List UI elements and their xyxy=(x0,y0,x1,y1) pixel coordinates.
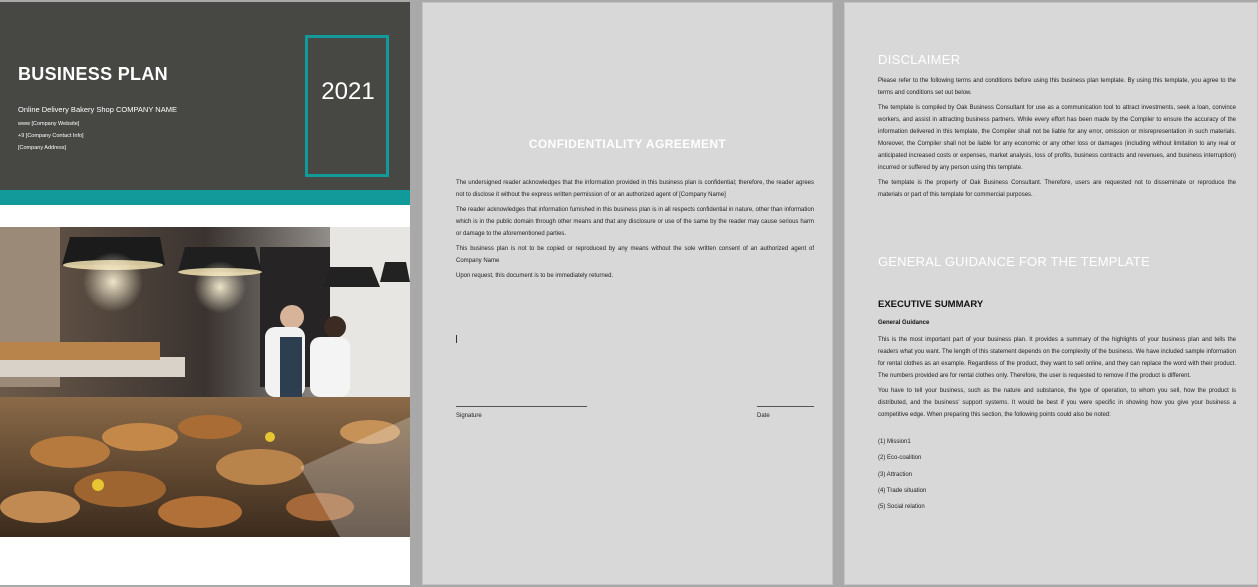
year-frame xyxy=(305,35,389,177)
disclaimer-paragraph: The template is compiled by Oak Business Consultant for use as a communication tool to attract investments, seek a loan, convince workers, and assist in attracting business partners. While every effort has been made by the Compiler to ensure the accuracy of the information delivered in this template, the Compiler shall not be liable for any error, omission or misrepresentation in such materials. Moreover, the Compiler shall not be liable for any economic or any other loss or damages (including without limitation to any real or anticipated increased costs or expenses, market analysis, loss of profits, business contracts and revenues, and business interruption) incurred or suffered by any person using this template. xyxy=(878,105,1236,171)
general-guidance-heading: General Guidance xyxy=(878,320,930,326)
points-list xyxy=(878,439,926,520)
list-item: (2) Eco-coalition xyxy=(878,455,922,462)
disclaimer-page xyxy=(844,2,1258,585)
guidance-title: GENERAL GUIDANCE FOR THE TEMPLATE xyxy=(878,254,1150,269)
list-item: (4) Trade situation xyxy=(878,487,927,494)
executive-summary-paragraph: This is the most important part of your business plan. It provides a summary of the highlights of your business plan and tells the readers what you want. The length of this statement depends on the complexity of the business. We have included sample information for rental clothes as an example. Regardless of the product, they want to sell online, and they can replace the word with their product. The numbers provided are for rental clothes only. Therefore, the user is requested to remove if the product is different. xyxy=(878,337,1236,379)
list-item: (5) Social relation xyxy=(878,504,925,511)
confidentiality-page xyxy=(422,2,833,585)
disclaimer-body xyxy=(878,75,1236,204)
signature-label: Signature xyxy=(456,413,482,419)
company-contact: +9 [Company Contact Info] xyxy=(18,133,84,139)
confidentiality-title: CONFIDENTIALITY AGREEMENT xyxy=(528,137,727,151)
disclaimer-paragraph: Please refer to the following terms and conditions before using this business plan template. By using this template, you agree to the terms and conditions set out below. xyxy=(878,78,1236,96)
text-cursor[interactable] xyxy=(456,335,457,343)
executive-summary-body xyxy=(878,334,1236,424)
confidentiality-paragraph: The reader acknowledges that information furnished in this business plan is in all respects confidential in nature, other than information which is in the public domain through other means and that any disclosure or use of the same by the reader may cause serious harm or damage to the aforementioned parties. xyxy=(456,207,814,237)
company-name: Online Delivery Bakery Shop COMPANY NAME xyxy=(18,105,177,114)
confidentiality-body xyxy=(456,177,814,285)
cover-page xyxy=(0,2,410,585)
confidentiality-paragraph: This business plan is not to be copied or reproduced by any means without the sole written consent of an authorized agent of Company Name xyxy=(456,246,814,264)
company-website: www [Company Website] xyxy=(18,121,80,127)
date-label: Date xyxy=(757,413,770,419)
cover-title: BUSINESS PLAN xyxy=(18,64,168,84)
disclaimer-paragraph: The template is the property of Oak Business Consultant. Therefore, users are requested not to disseminate or reproduce the materials or part of this template for commercial purposes. xyxy=(878,180,1236,198)
disclaimer-title: DISCLAIMER xyxy=(878,52,961,67)
executive-summary-paragraph: You have to tell your business, such as the nature and substance, the type of operation, to whom you sell, how the product is distributed, and the business' support systems. It would be best if you were specific in showing how you give your business a competitive edge. When preparing this section, the following points could also be noted: xyxy=(878,388,1236,418)
bakery-photo xyxy=(0,227,410,537)
cover-year: 2021 xyxy=(321,78,375,105)
date-line xyxy=(757,406,814,407)
executive-summary-heading: EXECUTIVE SUMMARY xyxy=(878,299,984,310)
signature-line xyxy=(456,406,587,407)
company-address: [Company Address] xyxy=(18,145,66,151)
list-item: (1) Mission1 xyxy=(878,439,911,445)
confidentiality-paragraph: The undersigned reader acknowledges that the information provided in this business plan is confidential; therefore, the reader agrees not to disclose it without the express written permission of or an authorized agent of [Company Name] xyxy=(456,180,814,198)
accent-band xyxy=(0,190,410,205)
list-item: (3) Attraction xyxy=(878,471,913,478)
confidentiality-paragraph: Upon request, this document is to be immediately returned. xyxy=(456,273,614,279)
